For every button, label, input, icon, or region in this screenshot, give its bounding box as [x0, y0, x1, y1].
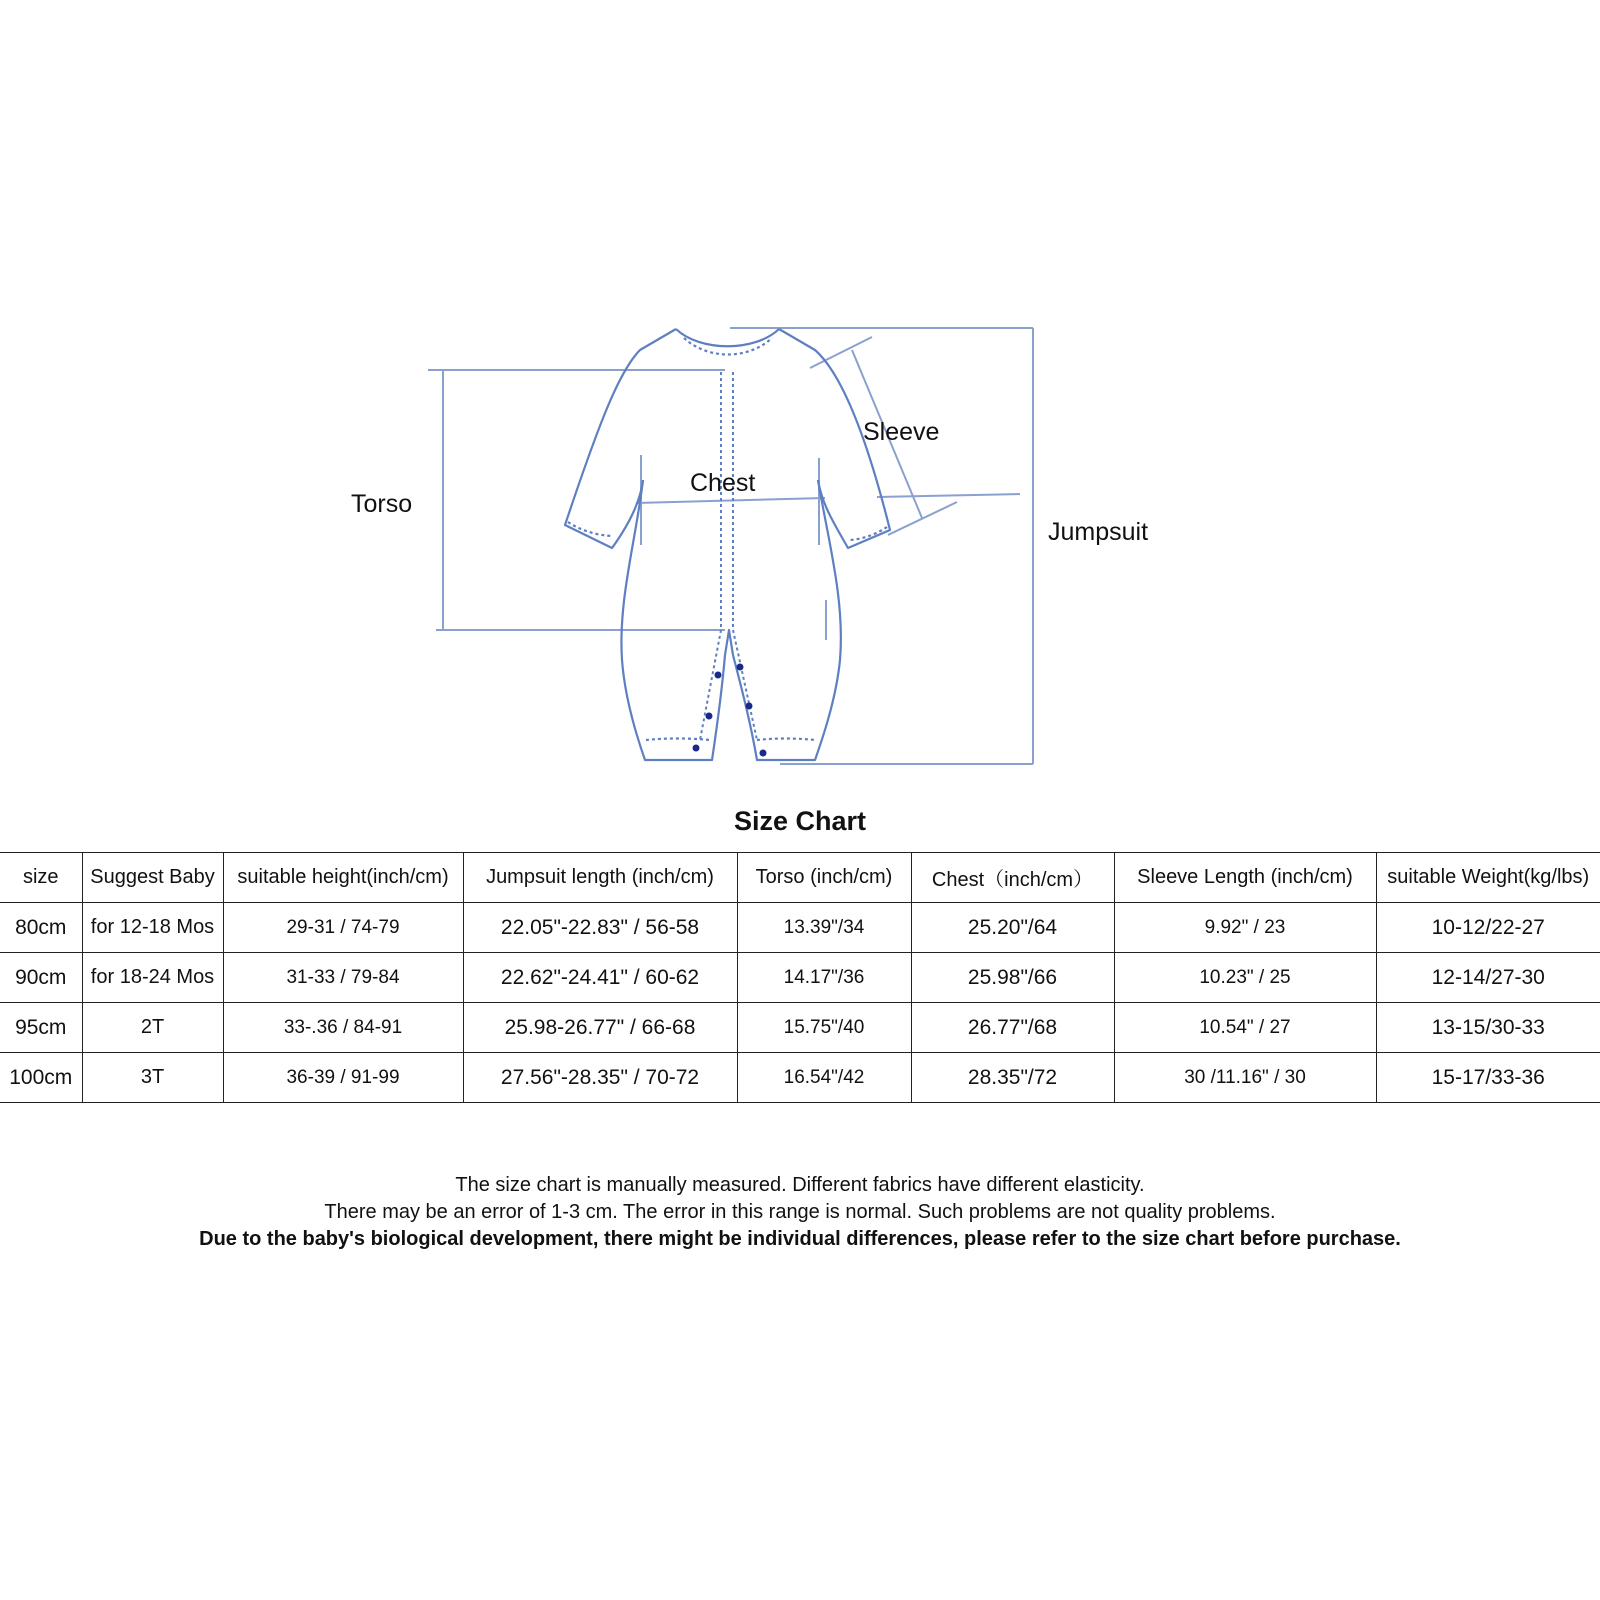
table-header-row: [0, 853, 1600, 903]
garment-outline: [565, 329, 890, 760]
placket-stitching: [700, 372, 757, 740]
header-sleeve-length: Sleeve Length (inch/cm): [1114, 853, 1376, 903]
note-line-3: Due to the baby's biological development, there might be individual differences, please refer to the size chart before purchase.: [199, 1228, 1401, 1250]
snap-buttons: [693, 664, 767, 757]
header-jumpsuit-length: Jumpsuit length (inch/cm): [463, 853, 737, 903]
cell-jumpsuit-length: 25.98-26.77" / 66-68: [463, 1003, 737, 1053]
cell-sleeve-length: 10.54" / 27: [1114, 1003, 1376, 1053]
cell-torso: 16.54"/42: [737, 1053, 911, 1103]
table-row: [0, 1003, 1600, 1053]
cell-size: 100cm: [0, 1053, 82, 1103]
header-weight: suitable Weight(kg/lbs): [1376, 853, 1600, 903]
cell-size: 90cm: [0, 953, 82, 1003]
cell-height: 36-39 / 91-99: [223, 1053, 463, 1103]
snap-button-icon: [737, 664, 744, 671]
size-chart-table: [0, 852, 1600, 1103]
size-notes: [0, 1172, 1600, 1253]
cell-chest: 26.77"/68: [911, 1003, 1114, 1053]
header-size: size: [0, 853, 82, 903]
cell-chest: 28.35"/72: [911, 1053, 1114, 1103]
cell-chest: 25.98"/66: [911, 953, 1114, 1003]
cell-suggest-baby: for 12-18 Mos: [82, 903, 223, 953]
cell-sleeve-length: 9.92" / 23: [1114, 903, 1376, 953]
snap-button-icon: [746, 703, 753, 710]
cell-weight: 10-12/22-27: [1376, 903, 1600, 953]
cell-suggest-baby: 2T: [82, 1003, 223, 1053]
cell-torso: 15.75"/40: [737, 1003, 911, 1053]
sleeve-cuff-line: [877, 494, 1020, 497]
torso-label: Torso: [351, 490, 413, 518]
chest-line: [636, 498, 825, 503]
header-torso: Torso (inch/cm): [737, 853, 911, 903]
cell-torso: 14.17"/36: [737, 953, 911, 1003]
header-chest: Chest（inch/cm）: [911, 853, 1114, 903]
cell-sleeve-length: 10.23" / 25: [1114, 953, 1376, 1003]
size-chart-title: Size Chart: [733, 806, 867, 836]
header-height: suitable height(inch/cm): [223, 853, 463, 903]
snap-button-icon: [760, 750, 767, 757]
cell-jumpsuit-length: 27.56"-28.35" / 70-72: [463, 1053, 737, 1103]
jumpsuit-label: Jumpsuit: [1048, 518, 1149, 546]
snap-button-icon: [715, 672, 722, 679]
cell-chest: 25.20"/64: [911, 903, 1114, 953]
cell-height: 31-33 / 79-84: [223, 953, 463, 1003]
snap-button-icon: [693, 745, 700, 752]
sleeve-bottom-tick: [888, 502, 957, 535]
cell-size: 95cm: [0, 1003, 82, 1053]
table-row: [0, 903, 1600, 953]
snap-button-icon: [706, 713, 713, 720]
measurement-lines: [428, 328, 1033, 764]
chest-label: Chest: [690, 469, 756, 497]
cell-suggest-baby: for 18-24 Mos: [82, 953, 223, 1003]
cell-height: 29-31 / 74-79: [223, 903, 463, 953]
cell-weight: 13-15/30-33: [1376, 1003, 1600, 1053]
header-suggest-baby: Suggest Baby: [82, 853, 223, 903]
cell-weight: 12-14/27-30: [1376, 953, 1600, 1003]
cell-height: 33-.36 / 84-91: [223, 1003, 463, 1053]
note-line-2: There may be an error of 1-3 cm. The error in this range is normal. Such problems are not quality problems.: [324, 1201, 1276, 1223]
sleeve-label: Sleeve: [863, 418, 940, 446]
table-row: [0, 953, 1600, 1003]
table-row: [0, 1053, 1600, 1103]
cell-torso: 13.39"/34: [737, 903, 911, 953]
cell-suggest-baby: 3T: [82, 1053, 223, 1103]
cell-jumpsuit-length: 22.05"-22.83" / 56-58: [463, 903, 737, 953]
cell-jumpsuit-length: 22.62"-24.41" / 60-62: [463, 953, 737, 1003]
cell-weight: 15-17/33-36: [1376, 1053, 1600, 1103]
cell-sleeve-length: 30 /11.16" / 30: [1114, 1053, 1376, 1103]
note-line-1: The size chart is manually measured. Different fabrics have different elasticity.: [455, 1174, 1145, 1196]
cell-size: 80cm: [0, 903, 82, 953]
sleeve-top-tick: [810, 337, 872, 368]
